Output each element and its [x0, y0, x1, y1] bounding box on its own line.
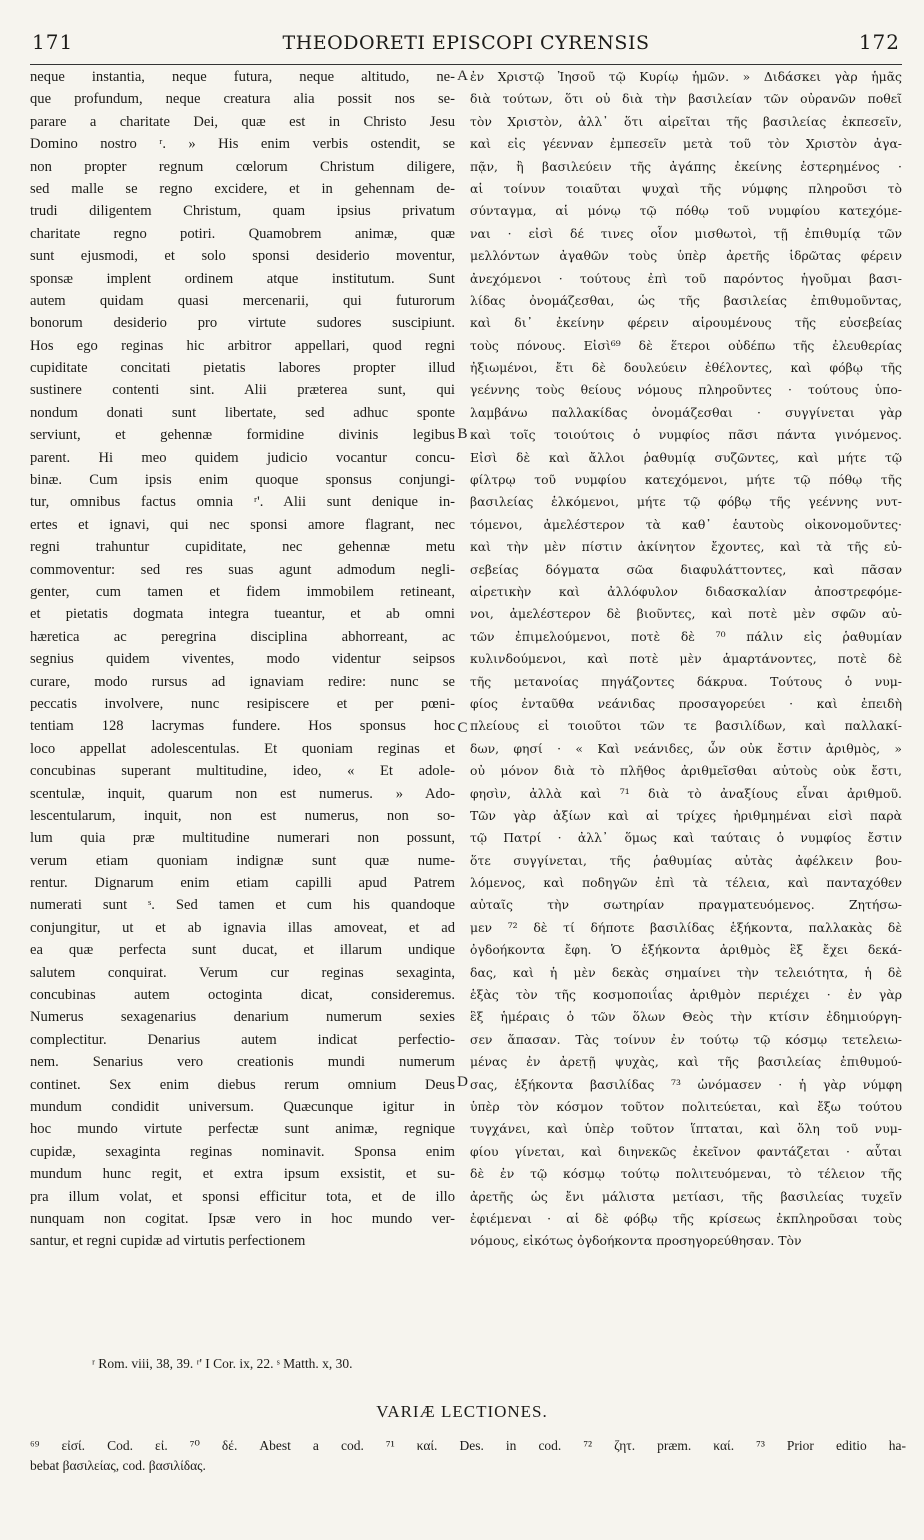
- latin-text-line: complectitur. Denarius autem indicat perfectio-: [30, 1031, 455, 1048]
- latin-text-line: cupidæ, sexaginta reginas nominavit. Sponsa enim: [30, 1143, 455, 1160]
- greek-column: [470, 66, 902, 1253]
- latin-text-line: tur, omnibus factus omnia ʳ'. Alii sunt denique in-: [30, 494, 455, 511]
- latin-text-line: ertes et ignavi, qui nec sponsi amore flagrant, nec: [30, 516, 455, 533]
- latin-text-line: cupiditate concitati pietatis labores propter illud: [30, 360, 455, 377]
- latin-text-line: bonorum desiderio pro virtute sudores suscipiunt.: [30, 315, 455, 332]
- latin-text-line: nem. Senarius vero creationis mundi numerum: [30, 1054, 455, 1071]
- greek-text-line: σεν ἅπασαν. Τὰς τοίνυν ἐν τούτῳ τῷ κόσμῳ τετελειω-: [470, 1031, 902, 1047]
- greek-text-line: μελλόντων ἀγαθῶν τοὺς ὑπὲρ ἀρετῆς ἱδρῶτας φέρειν: [470, 248, 902, 264]
- variae-lectiones-heading: VARIÆ LECTIONES.: [376, 1402, 548, 1421]
- greek-text-line: γεέννης τοὺς θείους νόμους πληροῦντες · τούτους ὑπο-: [470, 382, 902, 398]
- greek-text-line: νοι, ἀμελέστερον δὲ βιοῦντες, καὶ ποτὲ μὲν σφῶν αὐ-: [470, 606, 902, 622]
- greek-text-line: σύνταγμα, αἱ μόνῳ τῷ πόθῳ τοῦ νυμφίου κατεχόμε-: [470, 203, 902, 219]
- greek-text-line: καὶ τοῖς τοιούτοις ὁ νυμφίος πᾶσι πάντα γινόμενος.: [470, 427, 902, 443]
- latin-text-line: Hos ego reginas hic arbitror appellari, quod regni: [30, 337, 455, 354]
- greek-text-line: δων, φησί · « Καὶ νεάνιδες, ὧν οὐκ ἔστιν ἀριθμὸς, »: [470, 740, 902, 756]
- greek-text-line: τοὺς πόνους. Εἰσὶ⁶⁹ δὲ ἕτεροι οὐδέπω τῆς ἐλευθερίας: [470, 337, 902, 353]
- greek-text-line: ἐν Χριστῷ Ἰησοῦ τῷ Κυρίῳ ἡμῶν. » Διδάσκει γὰρ ἡμᾶς: [470, 69, 902, 84]
- greek-text-line: σεβείας δόγματα σῶα διαφυλάττοντες, καὶ πᾶσαν: [470, 561, 902, 577]
- greek-text-line: λίδας ὀνομάζεσθαι, ὡς τῆς βασιλείας ἐπιθυμοῦντας,: [470, 292, 902, 308]
- greek-text-line: ὑπὲρ τὸν κόσμον τοῦτον πολιτεύεται, καὶ ἔξω τούτου: [470, 1098, 902, 1114]
- latin-text-line: lum quia præ multitudine numerari non possunt,: [30, 830, 455, 847]
- variae-lectiones: [30, 1436, 906, 1476]
- greek-text-line: τῆς μετανοίας πηγάζοντες δάκρυα. Τούτους ὁ νυμ-: [470, 673, 902, 689]
- latin-text-line: curare, modo rursus ad ignaviam redire: nunc se: [30, 673, 455, 690]
- latin-text-line: genter, cum tamen et fidem immobilem retineant,: [30, 583, 455, 600]
- latin-text-line: nunquam non cogitat. Ipsæ vero in hoc mundo ver-: [30, 1210, 455, 1227]
- greek-text-line: ἐφιέμεναι · αἱ δὲ φόβῳ τῆς κρίσεως ἐκπληροῦσαι τοὺς: [470, 1210, 902, 1226]
- greek-text-line: φίος ἐνταῦθα νεάνιδας προσαγορεύει · καὶ ἐπειδὴ: [470, 695, 902, 711]
- greek-text-line: διὰ τούτων, ὅτι οὐ διὰ τὴν βασιλείαν τῶν οὐρανῶν ποθεῖ: [470, 91, 902, 107]
- variae-line: bebat βασιλείας, cod. βασιλίδας.: [30, 1458, 206, 1473]
- latin-text-line: sed malle se regno excidere, et in gehennam de-: [30, 180, 455, 197]
- latin-text-line: hoc mundo virtute perfectæ sunt animæ, regnique: [30, 1121, 455, 1138]
- greek-text-line: πᾷν, ἢ βασιλεύειν τῆς ἀγάπης ἐκείνης ἐστερημένος ·: [470, 158, 902, 174]
- latin-text-line: serviunt, et gehennæ formidine divinis legibus: [30, 427, 455, 444]
- latin-text-line: neque instantia, neque futura, neque altitudo, ne-: [30, 69, 455, 85]
- page-header: [30, 30, 902, 65]
- latin-text-line: salutem conquirat. Verum cur reginas sexaginta,: [30, 964, 455, 981]
- right-column-number: 172: [858, 30, 900, 54]
- latin-text-line: non propter regnum cœlorum Christum diligere,: [30, 158, 455, 175]
- latin-text-line: numerati sunt ˢ. Sed tamen et cum his quandoque: [30, 897, 455, 914]
- latin-text-line: regni trahuntur cupiditate, nec gehennæ metu: [30, 539, 455, 556]
- latin-text-line: lescentularum, inquit, non est numerus, non so-: [30, 807, 455, 824]
- latin-text-line: tentiam 128 lacrymas fundere. Hos sponsus hoc: [30, 718, 455, 735]
- latin-text-line: mundum hunc regit, et extra ipsum exsistit, et su-: [30, 1166, 455, 1183]
- latin-text-line: parent. Hi meo quidem judicio vocantur concu-: [30, 449, 455, 466]
- latin-text-line: hæretica ac peregrina disciplina abhorreant, ac: [30, 628, 455, 645]
- greek-text-line: μεν ⁷² δὲ τί δήποτε βασιλίδας ἑξήκοντα, παλλακὰς δὲ: [470, 919, 902, 935]
- margin-marker-c: C: [457, 720, 468, 736]
- greek-text-line: Τῶν γὰρ ἀξίων καὶ αἱ τρίχες ἠριθμημέναι εἰσὶ παρὰ: [470, 807, 902, 823]
- margin-marker-a: A: [457, 68, 468, 84]
- greek-text-line: φίλτρῳ τοῦ νυμφίου κατεχόμενοι, μήτε τῷ πόθῳ τῆς: [470, 472, 902, 488]
- margin-marker-b: B: [457, 426, 468, 442]
- latin-text-line: Domino nostro ʳ. » His enim verbis ostendit, se: [30, 136, 455, 153]
- latin-text-line: commoventur: sed res suas agunt admodum negli-: [30, 561, 455, 578]
- latin-text-line: charitate regno potiri. Quamobrem animæ, quæ: [30, 225, 455, 242]
- greek-text-line: δας, καὶ ἡ μὲν δεκὰς σημαίνει τὴν τελειότητα, ἡ δὲ: [470, 964, 902, 980]
- latin-text-line: rentur. Dignarum enim etiam capilli apud Patrem: [30, 875, 455, 892]
- greek-text-line: τόμενοι, ἀμελέστερον τὰ καθ᾽ ἑαυτοὺς οἰκονομοῦντες·: [470, 516, 902, 532]
- running-title: THEODORETI EPISCOPI CYRENSIS: [282, 32, 650, 54]
- greek-text-line: πλείους εἰ τοιοῦτοι τῶν τε βασιλίδων, καὶ παλλακί-: [470, 718, 902, 734]
- left-column-number: 171: [32, 30, 74, 54]
- scripture-footnotes: ʳ Rom. viii, 38, 39. ʳ' I Cor. ix, 22. ˢ Matth. x, 30.: [92, 1356, 353, 1371]
- greek-text-line: ἓξ ἡμέραις ὁ τῶν ὅλων Θεὸς τὴν κτίσιν ἐδημιούργη-: [470, 1009, 902, 1025]
- latin-text-line: concubinas superant multitudine, ideo, « Et adole-: [30, 763, 455, 780]
- latin-text-line: trudi diligentem Christum, quam ipsius privatum: [30, 203, 455, 220]
- greek-text-line: τὸν Χριστὸν, ἀλλ᾽ ὅτι αἱρεῖται τῆς βασιλείας ἐκπεσεῖν,: [470, 113, 902, 129]
- latin-text-line: loco appellat adolescentulas. Et quoniam reginas et: [30, 740, 455, 757]
- latin-text-line: verum etiam quoniam indignæ sunt quæ nume-: [30, 852, 455, 869]
- latin-text-line: conjungitur, ut et ab ignavia illas amoveat, et ad: [30, 919, 455, 936]
- latin-column: [30, 66, 455, 1253]
- latin-text-line: Numerus sexagenarius denarium numerum sexies: [30, 1009, 455, 1026]
- latin-text-line: sustinere contenti sint. Alii præterea sunt, qui: [30, 382, 455, 399]
- greek-text-line: Εἰσὶ δὲ καὶ ἄλλοι ῥαθυμίᾳ συζῶντες, καὶ μήτε τῷ: [470, 449, 902, 465]
- greek-text-line: ἠξιωμένοι, ἔτι δὲ δουλεύειν ἐθέλοντες, καὶ φόβῳ τῆς: [470, 360, 902, 376]
- latin-text-line: que profundum, neque creatura alia possit nos se-: [30, 91, 455, 108]
- latin-text-line: parare a charitate Dei, quæ est in Christo Jesu: [30, 113, 455, 130]
- greek-text-line: καὶ εἰς γέενναν ἐμπεσεῖν μετὰ τοῦ τὸν Χριστὸν ἀγα-: [470, 136, 902, 152]
- greek-text-line: ναι · εἰσὶ δέ τινες οἷον μισθωτοὶ, τῇ ἐπιθυμίᾳ τῶν: [470, 225, 902, 241]
- greek-text-line: λόμενος, καὶ ποδηγῶν ἐπὶ τὰ τέλεια, καὶ πανταχόθεν: [470, 875, 902, 891]
- latin-text-line: nondum donati sunt libertate, sed adhuc sponte: [30, 404, 455, 421]
- latin-text-line: segnius quidem viventes, modo videntur seipsos: [30, 651, 455, 668]
- greek-text-line: νόμους, εἰκότως ὀγδοήκοντα προσηγορεύθησαν. Τὸν: [470, 1233, 802, 1249]
- greek-text-line: ἑξὰς τὸν τῆς κοσμοποιΐας ἀριθμὸν περιέχει · ἐν γὰρ: [470, 987, 902, 1003]
- greek-text-line: αἱρετικὴν καὶ ἀλλόφυλον διδασκαλίαν ἀποστρεφόμε-: [470, 583, 902, 599]
- greek-text-line: ὅτε συγγίνεται, τῆς ῥαθυμίας αὐτὰς ἀφέλκειν βου-: [470, 852, 902, 868]
- latin-text-line: santur, et regni cupidæ ad virtutis perfectionem: [30, 1233, 306, 1250]
- greek-text-line: τῶν ἐπιμελούμενοι, ποτὲ δὲ ⁷⁰ πάλιν εἰς ῥαθυμίαν: [470, 628, 902, 644]
- latin-text-line: concubinas autem octoginta dicat, consideremus.: [30, 987, 455, 1004]
- latin-text-line: peccatis involvere, nunc resipiscere et per pœni-: [30, 695, 455, 712]
- latin-text-line: sponsæ implent ordinem atque institutum. Sunt: [30, 270, 455, 287]
- variae-line: ⁶⁹ εἰσί. Cod. εἰ. ⁷⁰ δέ. Abest a cod. ⁷¹ καί. Des. in cod. ⁷² ζητ. præm. καί. ⁷³ Prior editio ha-: [30, 1438, 906, 1453]
- latin-text-line: binæ. Cum ipsis enim quoque sponsus conjungi-: [30, 472, 455, 489]
- greek-text-line: τῷ Πατρί · ἀλλ᾽ ὅμως καὶ ταύταις ὁ νυμφίος ἔστιν: [470, 830, 902, 846]
- greek-text-line: ἀνεχόμενοι · τούτους ἐπὶ τοῦ παρόντος ἡγοῦμαι βασι-: [470, 270, 902, 286]
- greek-text-line: κυλινδούμενοι, καὶ ποτὲ μὲν ἁμαρτάνοντες, ποτὲ δὲ: [470, 651, 902, 667]
- greek-text-line: βασιλείας ἑλκόμενοι, μήτε τῷ φόβῳ τῆς γεέννης νυτ-: [470, 494, 902, 510]
- greek-text-line: σας, ἑξήκοντα βασιλίδας ⁷³ ὠνόμασεν · ἡ γὰρ νύμφη: [470, 1076, 902, 1092]
- greek-text-line: φησὶν, ἀλλὰ καὶ ⁷¹ διὰ τὸ ἀναξίους εἶναι ἀριθμοῦ.: [470, 785, 902, 801]
- greek-text-line: φίου γίνεται, καὶ διηνεκῶς ἐκεῖνον φαντάζεται · αὗται: [470, 1143, 902, 1159]
- greek-text-line: καὶ τὴν μὲν πίστιν ἀκίνητον ἔχοντες, καὶ τὰ τῆς εὐ-: [470, 539, 902, 555]
- latin-text-line: continet. Sex enim diebus rerum omnium Deus: [30, 1076, 455, 1093]
- latin-text-line: scentulæ, inquit, quarum non est numerus. » Ado-: [30, 785, 455, 802]
- margin-marker-d: D: [457, 1074, 468, 1090]
- latin-text-line: mundum condidit universum. Quæcunque igitur in: [30, 1098, 455, 1115]
- greek-text-line: μένας ἐν ἀρετῇ ψυχὰς, καὶ τῆς βασιλείας ἐπιθυμού-: [470, 1054, 902, 1070]
- greek-text-line: ἀρετῆς ὡς ἔνι μάλιστα μετίασι, τῆς βασιλείας τυχεῖν: [470, 1188, 902, 1204]
- latin-text-line: sunt ejusmodi, et solo sponsi desiderio moventur,: [30, 248, 455, 265]
- greek-text-line: δὲ ἐν τῷ κόσμῳ τούτῳ πολιτευόμεναι, τὸ τέλειον τῆς: [470, 1166, 902, 1182]
- greek-text-line: ὀγδοήκοντα ἔφη. Ὁ ἑξήκοντα ἀριθμὸς ἓξ ἔχει δεκά-: [470, 942, 902, 958]
- greek-text-line: τυγχάνει, καὶ ὑπὲρ τοῦτον ἵπταται, καὶ ὅλη τοῦ νυμ-: [470, 1121, 902, 1137]
- greek-text-line: αἱ τοίνυν τοιαῦται ψυχαὶ τῆς νύμφης πληροῦσι τὸ: [470, 180, 902, 196]
- greek-text-line: λαμβάνω παλλακίδας ὀνομάζεσθαι · συγγίνεται γὰρ: [470, 404, 902, 420]
- latin-text-line: autem quidam quasi mercenarii, qui futurorum: [30, 292, 455, 309]
- latin-text-line: et pietatis dogmata integra tueantur, et ab omni: [30, 606, 455, 623]
- latin-text-line: ea quæ perfecta sunt ducat, et illarum undique: [30, 942, 455, 959]
- greek-text-line: οὐ μόνον διὰ τὸ πλῆθος ἀριθμεῖσθαι αὐτοὺς οὐκ ἔστι,: [470, 763, 902, 779]
- greek-text-line: αὐταῖς τὴν σωτηρίαν πραγματευόμενος. Ζητήσω-: [470, 897, 902, 913]
- latin-text-line: pra illum volat, et sponsi efficitur tota, et de illo: [30, 1188, 455, 1205]
- greek-text-line: καὶ δι᾽ ἐκείνην φέρειν αἱρουμένους τῆς εὐσεβείας: [470, 315, 902, 331]
